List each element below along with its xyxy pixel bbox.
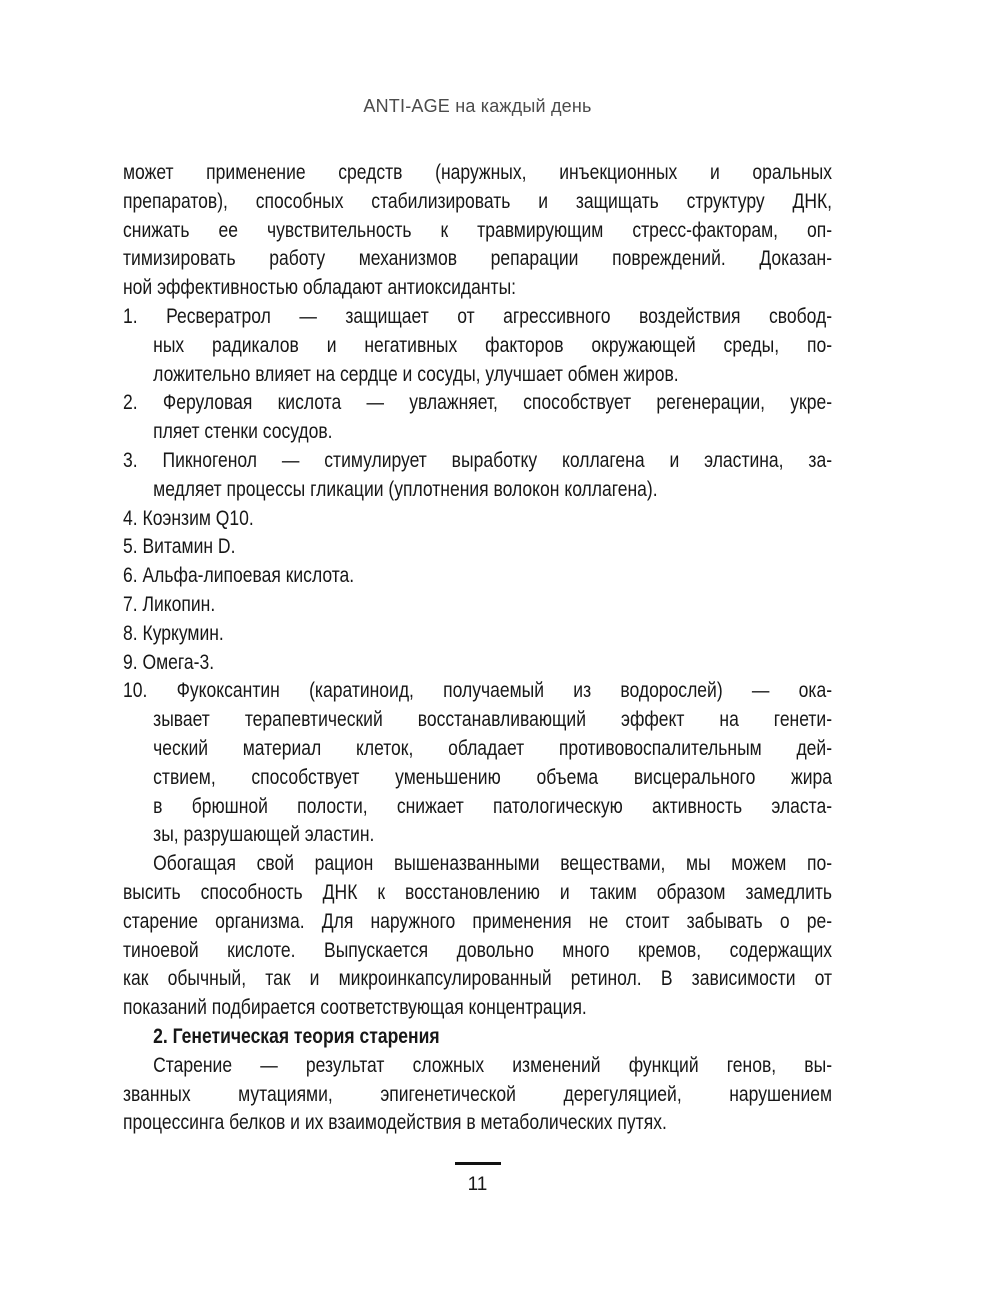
text-line: показаний подбирается соответствующая концентрация. [123, 995, 587, 1020]
text-line: 4. Коэнзим Q10. [123, 505, 254, 530]
heading-line: 2. Генетическая теория старения [153, 1023, 440, 1048]
text-line: 7. Ликопин. [123, 591, 216, 616]
text-line: зывает терапевтический восстанавливающий эффект на генети- [153, 707, 833, 732]
list-item [123, 302, 832, 388]
text-line: тимизировать работу механизмов репарации повреждений. Доказан- [123, 246, 833, 271]
text-line: пляет стенки сосудов. [153, 419, 333, 444]
text-line: 6. Альфа-липоевая кислота. [123, 563, 355, 588]
text-line: званных мутациями, эпигенетической дерегуляцией, нарушением [123, 1081, 833, 1106]
text-line: высить способность ДНК к восстановлению и таким образом замедлить [123, 879, 833, 904]
text-line: 10. Фукоксантин (каратиноид, получаемый из водорослей) — ока- [123, 678, 833, 703]
text-line: Старение — результат сложных изменений функций генов, вы- [153, 1052, 833, 1077]
list-item [123, 590, 832, 619]
text-line: ческий материал клеток, обладает противовоспалительным дей- [153, 735, 833, 760]
list-item [123, 388, 832, 446]
text-line: ных радикалов и негативных факторов окружающей среды, по- [153, 332, 833, 357]
running-header: ANTI-AGE на каждый день [363, 96, 592, 116]
text-line: 2. Феруловая кислота — увлажняет, способствует регенерации, укре- [123, 390, 833, 415]
text-line: Обогащая свой рацион вышеназванными веществами, мы можем по- [153, 851, 833, 876]
list-item [123, 648, 832, 677]
list-item [123, 532, 832, 561]
text-line: ствием, способствует уменьшению объема висцерального жира [153, 764, 833, 789]
page-number: 11 [467, 1174, 488, 1195]
text-line: зы, разрушающей эластин. [153, 822, 375, 847]
text-line: ложительно влияет на сердце и сосуды, улучшает обмен жиров. [153, 361, 679, 386]
text-line: ной эффективностью обладают антиоксиданты: [123, 275, 517, 300]
list-item [123, 561, 832, 590]
footer-rule [455, 1162, 501, 1165]
text-line: 1. Ресвератрол — защищает от агрессивного воздействия свобод- [123, 303, 833, 328]
text-line: 8. Куркумин. [123, 620, 224, 645]
list-item [123, 676, 832, 849]
paragraph [123, 849, 832, 1022]
list-item [123, 446, 832, 504]
paragraph [123, 158, 832, 302]
text-line: процессинга белков и их взаимодействия в метаболических путях. [123, 1110, 667, 1135]
text-line: как обычный, так и микроинкапсулированный ретинол. В зависимости от [123, 966, 833, 991]
section-heading [123, 1022, 832, 1051]
text-block [123, 158, 832, 1137]
text-line: снижать ее чувствительность к травмирующим стресс-факторам, оп- [123, 217, 833, 242]
list-item [123, 504, 832, 533]
text-line: тиноевой кислоте. Выпускается довольно много кремов, содержащих [123, 937, 833, 962]
text-line: старение организма. Для наружного применения не стоит забывать о ре- [123, 908, 833, 933]
list-item [123, 619, 832, 648]
text-line: препаратов), способных стабилизировать и защищать структуру ДНК, [123, 188, 833, 213]
text-line: может применение средств (наружных, инъекционных и оральных [123, 160, 833, 184]
paragraph [123, 1051, 832, 1137]
text-line: в брюшной полости, снижает патологическую активность эласта- [153, 793, 833, 818]
text-line: 9. Омега-3. [123, 649, 215, 674]
text-line: 3. Пикногенол — стимулирует выработку коллагена и эластина, за- [123, 447, 833, 472]
text-line: медляет процессы гликации (уплотнения волокон коллагена). [153, 476, 658, 501]
text-line: 5. Витамин D. [123, 534, 236, 559]
